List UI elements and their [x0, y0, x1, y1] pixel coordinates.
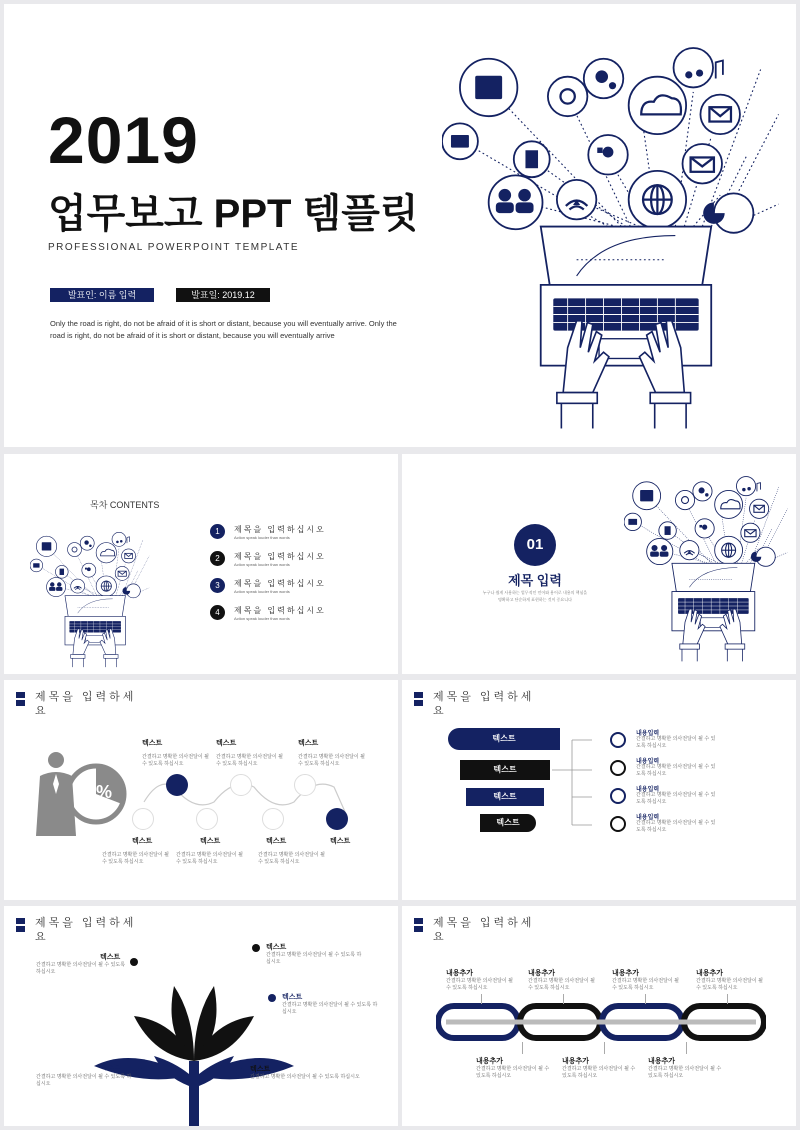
- network-icon: [610, 788, 626, 804]
- process-node-link: [196, 808, 218, 830]
- chain-item-desc: 간결하고 명확한 의사전달이 될 수 있도록 하십시오: [562, 1066, 636, 1079]
- stack-bar-4: 텍스트: [480, 814, 536, 832]
- process-top-label: 텍스트: [216, 740, 237, 747]
- contents-sub: Action speak louder than words: [234, 616, 290, 621]
- date-badge: 발표일: 2019.12: [176, 288, 270, 302]
- contents-title: 제목을 입력하십시오: [234, 579, 326, 588]
- section-desc-2: 명확하고 단순하게 표현하는 것이 중요니다: [498, 597, 572, 602]
- cover-illustration: [442, 42, 792, 447]
- slide-title: 제목을 입력하세요: [35, 691, 137, 717]
- bar-item: [610, 784, 790, 810]
- contents-item[interactable]: [210, 551, 360, 573]
- tree-desc: 간결하고 명확한 의사전달이 될 수 있도록 하십시오: [266, 952, 362, 965]
- process-bottom-desc: 간결하고 명확한 의사전달이 될 수 있도록 하십시오: [102, 852, 169, 865]
- tree-desc: 간결하고 명확한 의사전달이 될 수 있도록 하십시오: [36, 962, 126, 975]
- title-bar-icon: [16, 692, 25, 706]
- bar-item: [610, 728, 790, 754]
- stack-bar-3: 텍스트: [466, 788, 544, 806]
- tree-desc: 간결하고 명확한 의사전달이 될 수 있도록 하십시오: [36, 1074, 132, 1087]
- chain-item-desc: 간결하고 명확한 의사전달이 될 수 있도록 하십시오: [696, 978, 763, 991]
- tree-desc: 간결하고 명확한 의사전달이 될 수 있도록 하십시오: [250, 1074, 360, 1080]
- title-bar-icon: [414, 692, 423, 706]
- process-node-film: [294, 774, 316, 796]
- process-node-chat: [326, 808, 348, 830]
- chain-connector: [645, 994, 646, 1004]
- chain-item-desc: 간결하고 명확한 의사전달이 될 수 있도록 하십시오: [476, 1066, 550, 1079]
- tree-dot: [252, 944, 260, 952]
- chain-item-title: 내용추가: [648, 1058, 676, 1065]
- cover-title: 업무보고 PPT 템플릿: [48, 192, 419, 236]
- process-bottom-desc: 간결하고 명확한 의사전달이 될 수 있도록 하십시오: [258, 852, 325, 865]
- chain-bottom-item: [562, 1056, 640, 1080]
- chain-item-desc: 간결하고 명확한 의사전달이 될 수 있도록 하십시오: [612, 978, 679, 991]
- cover-description: Only the road is right, do not be afraid of it is short or distant, because you will eventually arrive. Only the road is right, do not be afraid of it is short or distant, because you will eventually arrive: [50, 319, 397, 340]
- refresh-icon: [610, 816, 626, 832]
- contents-num: 3: [210, 578, 225, 593]
- process-node-monitor: [132, 808, 154, 830]
- bar-item: [610, 812, 790, 838]
- stack-bar-1: 텍스트: [448, 728, 560, 750]
- chain-top-item: [696, 968, 766, 992]
- section-illustration: [624, 474, 794, 670]
- chain-connector: [563, 994, 564, 1004]
- contents-num: 1: [210, 524, 225, 539]
- tree-dot: [268, 994, 276, 1002]
- bracket-lines: [552, 735, 612, 835]
- chain-item-title: 내용추가: [476, 1058, 504, 1065]
- tree-desc: 간결하고 명확한 의사전달이 될 수 있도록 하십시오: [282, 1002, 378, 1015]
- chain-connector: [604, 1042, 605, 1054]
- chain-top-item: [612, 968, 682, 992]
- bar-item-title: 내용입력: [636, 731, 660, 737]
- tree-label: 텍스트: [100, 1064, 121, 1071]
- chain-item-title: 내용추가: [528, 970, 556, 977]
- bar-item-title: 내용입력: [636, 815, 660, 821]
- chain-item-title: 내용추가: [696, 970, 724, 977]
- presenter-badge: 발표인: 이름 입력: [50, 288, 154, 302]
- bar-item-title: 내용입력: [636, 759, 660, 765]
- bar-item-desc: 간결하고 명확한 의사전달이 될 수 있도록 하십시오: [636, 792, 716, 805]
- chain-connector: [481, 994, 482, 1004]
- process-bottom-desc: 간결하고 명확한 의사전달이 될 수 있도록 하십시오: [176, 852, 243, 865]
- slide-cover[interactable]: [4, 4, 796, 447]
- tree-label: 텍스트: [250, 1066, 271, 1073]
- chain-graphic: [436, 1002, 766, 1042]
- process-bottom-label: 텍스트: [132, 838, 153, 845]
- chain-connector: [686, 1042, 687, 1054]
- title-bar-icon: [16, 918, 25, 932]
- contents-item[interactable]: [210, 524, 360, 546]
- slide-title: 제목을 입력하세요: [433, 691, 535, 717]
- chain-item-desc: 간결하고 명확한 의사전달이 될 수 있도록 하십시오: [648, 1066, 722, 1079]
- process-top-label: 텍스트: [298, 740, 319, 747]
- tree-dot: [130, 958, 138, 966]
- section-title: 제목 입력: [508, 573, 562, 588]
- businessman-pie-graphic: [26, 746, 130, 842]
- chain-item-title: 내용추가: [562, 1058, 590, 1065]
- tree-label: 텍스트: [266, 944, 287, 951]
- contents-title: 제목을 입력하십시오: [234, 606, 326, 615]
- chain-bottom-item: [476, 1056, 554, 1080]
- cover-subtitle: PROFESSIONAL POWERPOINT TEMPLATE: [48, 242, 300, 253]
- chain-top-item: [528, 968, 598, 992]
- bar-item-desc: 간결하고 명확한 의사전달이 될 수 있도록 하십시오: [636, 736, 716, 749]
- contents-item[interactable]: [210, 605, 360, 627]
- process-end-label: 텍스트: [330, 838, 351, 845]
- chain-connector: [727, 994, 728, 1004]
- chain-item-title: 내용추가: [612, 970, 640, 977]
- target-icon: [610, 732, 626, 748]
- process-top-desc: 간결하고 명확한 의사전달이 될 수 있도록 하십시오: [142, 754, 209, 767]
- section-number: 01: [514, 524, 556, 566]
- contents-sub: Action speak louder than words: [234, 562, 290, 567]
- bar-item-desc: 간결하고 명확한 의사전달이 될 수 있도록 하십시오: [636, 820, 716, 833]
- contents-title: 제목을 입력하십시오: [234, 525, 326, 534]
- process-bottom-label: 텍스트: [266, 838, 287, 845]
- cover-year: 2019: [48, 103, 199, 177]
- chain-item-desc: 간결하고 명확한 의사전달이 될 수 있도록 하십시오: [528, 978, 595, 991]
- slide-process[interactable]: [4, 680, 398, 900]
- process-top-desc: 간결하고 명확한 의사전달이 될 수 있도록 하십시오: [216, 754, 283, 767]
- tree-dot: [236, 1068, 244, 1076]
- tree-label: 텍스트: [100, 954, 121, 961]
- contents-sub: Action speak louder than words: [234, 589, 290, 594]
- hand-plant-graphic: [94, 966, 294, 1126]
- contents-sub: Action speak louder than words: [234, 535, 290, 540]
- title-bar-icon: [414, 918, 423, 932]
- pie-percent: %: [96, 782, 113, 802]
- chain-item-desc: 간결하고 명확한 의사전달이 될 수 있도록 하십시오: [446, 978, 513, 991]
- chain-connector: [522, 1042, 523, 1054]
- slide-title: 제목을 입력하세요: [433, 917, 535, 943]
- slide-title: 제목을 입력하세요: [35, 917, 137, 943]
- contents-item[interactable]: [210, 578, 360, 600]
- process-node-pencil: [262, 808, 284, 830]
- slide-chain[interactable]: [402, 906, 796, 1126]
- process-node-chart: [230, 774, 252, 796]
- contents-illustration: [30, 532, 154, 672]
- slide-tree[interactable]: [4, 906, 398, 1126]
- chain-top-item: [446, 968, 516, 992]
- slide-section[interactable]: [402, 454, 796, 674]
- bar-item-desc: 간결하고 명확한 의사전달이 될 수 있도록 하십시오: [636, 764, 716, 777]
- bar-item: [610, 756, 790, 782]
- tree-label: 텍스트: [282, 994, 303, 1001]
- linkedin-icon: [610, 760, 626, 776]
- slide-contents[interactable]: [4, 454, 398, 674]
- bar-item-title: 내용입력: [636, 787, 660, 793]
- process-bottom-label: 텍스트: [200, 838, 221, 845]
- contents-num: 4: [210, 605, 225, 620]
- process-top-desc: 간결하고 명확한 의사전달이 될 수 있도록 하십시오: [298, 754, 365, 767]
- chain-item-title: 내용추가: [446, 970, 474, 977]
- process-top-label: 텍스트: [142, 740, 163, 747]
- process-node-phone: [166, 774, 188, 796]
- stack-bar-2: 텍스트: [460, 760, 550, 780]
- contents-title: 제목을 입력하십시오: [234, 552, 326, 561]
- slide-bars[interactable]: [402, 680, 796, 900]
- tree-dot: [136, 1068, 144, 1076]
- chain-bottom-item: [648, 1056, 726, 1080]
- contents-num: 2: [210, 551, 225, 566]
- contents-heading: 목차 CONTENTS: [90, 500, 160, 510]
- section-desc-1: 누구나 쉽게 사용하는 업무적인 언어와 용어로 내용의 핵심을: [482, 590, 588, 595]
